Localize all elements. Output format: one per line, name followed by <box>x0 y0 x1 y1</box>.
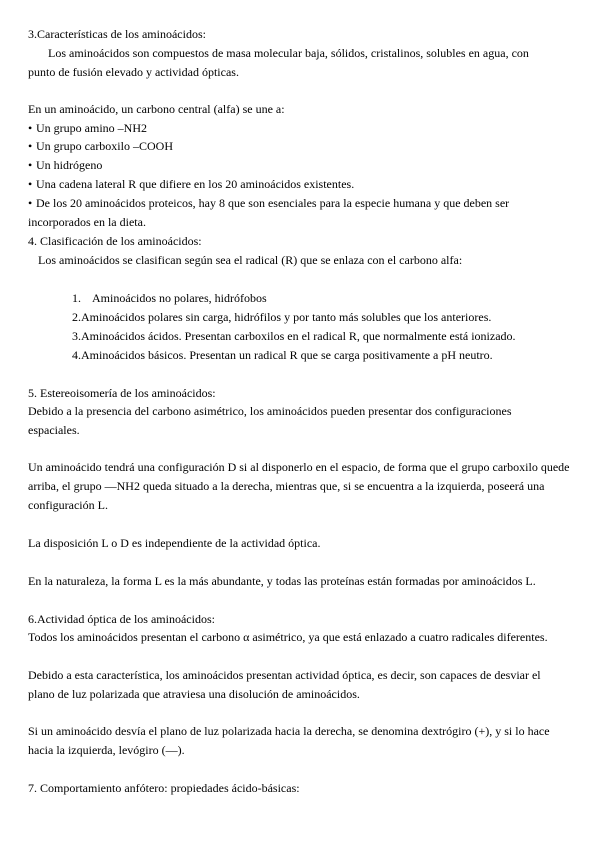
section-4-heading: 4. Clasificación de los aminoácidos: <box>28 234 202 248</box>
list-item-text: Un hidrógeno <box>36 158 103 172</box>
section-5-p4: En la naturaleza, la forma L es la más abundante, y todas las proteínas están formadas por aminoácidos L. <box>28 574 536 588</box>
section-6-p3-line-2: hacia la izquierda, levógiro (—). <box>28 743 185 757</box>
bullet-icon: • <box>28 158 33 172</box>
section-4-intro: Los aminoácidos se clasifican según sea el radical (R) que se enlaza con el carbono alfa: <box>38 253 463 267</box>
bullet-icon: • <box>28 177 33 191</box>
list-item <box>72 346 493 364</box>
bullet-icon: • <box>28 121 33 135</box>
section-3-heading: 3.Características de los aminoácidos: <box>28 27 206 41</box>
list-item <box>28 119 147 137</box>
section-6-heading: 6.Actividad óptica de los aminoácidos: <box>28 612 215 626</box>
list-number: 4. <box>72 348 81 362</box>
section-3-para-line-2: punto de fusión elevado y actividad ópticas. <box>28 65 239 79</box>
list-item-text: Aminoácidos polares sin carga, hidrófilos y por tanto más solubles que los anteriores. <box>81 310 492 324</box>
list-number: 1. <box>72 291 81 305</box>
section-6-p1: Todos los aminoácidos presentan el carbono α asimétrico, ya que está enlazado a cuatro radicales diferentes. <box>28 630 548 644</box>
list-item <box>28 175 354 193</box>
list-item <box>72 289 267 307</box>
list-item <box>28 194 509 212</box>
list-item-text: De los 20 aminoácidos proteicos, hay 8 que son esenciales para la especie humana y que deben ser <box>36 196 510 210</box>
list-number: 3. <box>72 329 81 343</box>
bullet-icon: • <box>28 196 33 210</box>
list-item <box>28 137 173 155</box>
section-3-para-line-1: Los aminoácidos son compuestos de masa molecular baja, sólidos, cristalinos, solubles en agua, con <box>48 46 529 60</box>
list-item-text: Un grupo amino –NH2 <box>36 121 147 135</box>
list-item-continuation: incorporados en la dieta. <box>28 215 146 229</box>
section-7-heading: 7. Comportamiento anfótero: propiedades ácido-básicas: <box>28 781 300 795</box>
list-item-text: Aminoácidos no polares, hidrófobos <box>92 291 267 305</box>
list-item <box>72 327 516 345</box>
section-5-p1-line-2: espaciales. <box>28 423 80 437</box>
section-3-intro: En un aminoácido, un carbono central (alfa) se une a: <box>28 102 285 116</box>
list-item-text: Un grupo carboxilo –COOH <box>36 139 173 153</box>
section-5-heading: 5. Estereoisomería de los aminoácidos: <box>28 386 216 400</box>
section-5-p1-line-1: Debido a la presencia del carbono asimétrico, los aminoácidos pueden presentar dos configuraciones <box>28 404 512 418</box>
section-5-p2-line-3: configuración L. <box>28 498 108 512</box>
section-5-p2-line-1: Un aminoácido tendrá una configuración D si al disponerlo en el espacio, de forma que el grupo carboxilo quede <box>28 460 570 474</box>
section-5-p3: La disposición L o D es independiente de la actividad óptica. <box>28 536 321 550</box>
list-item <box>28 156 102 174</box>
list-item <box>72 308 491 326</box>
list-number: 2. <box>72 310 81 324</box>
bullet-icon: • <box>28 139 33 153</box>
section-6-p3-line-1: Si un aminoácido desvía el plano de luz polarizada hacia la derecha, se denomina dextrógiro (+), y si lo hace <box>28 724 550 738</box>
section-6-p2-line-1: Debido a esta característica, los aminoácidos presentan actividad óptica, es decir, son capaces de desviar el <box>28 668 541 682</box>
list-item-text: Aminoácidos ácidos. Presentan carboxilos en el radical R, que normalmente está ionizado. <box>81 329 516 343</box>
section-6-p2-line-2: plano de luz polarizada que atraviesa una disolución de aminoácidos. <box>28 687 360 701</box>
list-item-text: Aminoácidos básicos. Presentan un radical R que se carga positivamente a pH neutro. <box>81 348 493 362</box>
section-5-p2-line-2: arriba, el grupo —NH2 queda situado a la derecha, mientras que, si se encuentra a la izquierda, poseerá una <box>28 479 545 493</box>
list-item-text: Una cadena lateral R que difiere en los 20 aminoácidos existentes. <box>36 177 355 191</box>
